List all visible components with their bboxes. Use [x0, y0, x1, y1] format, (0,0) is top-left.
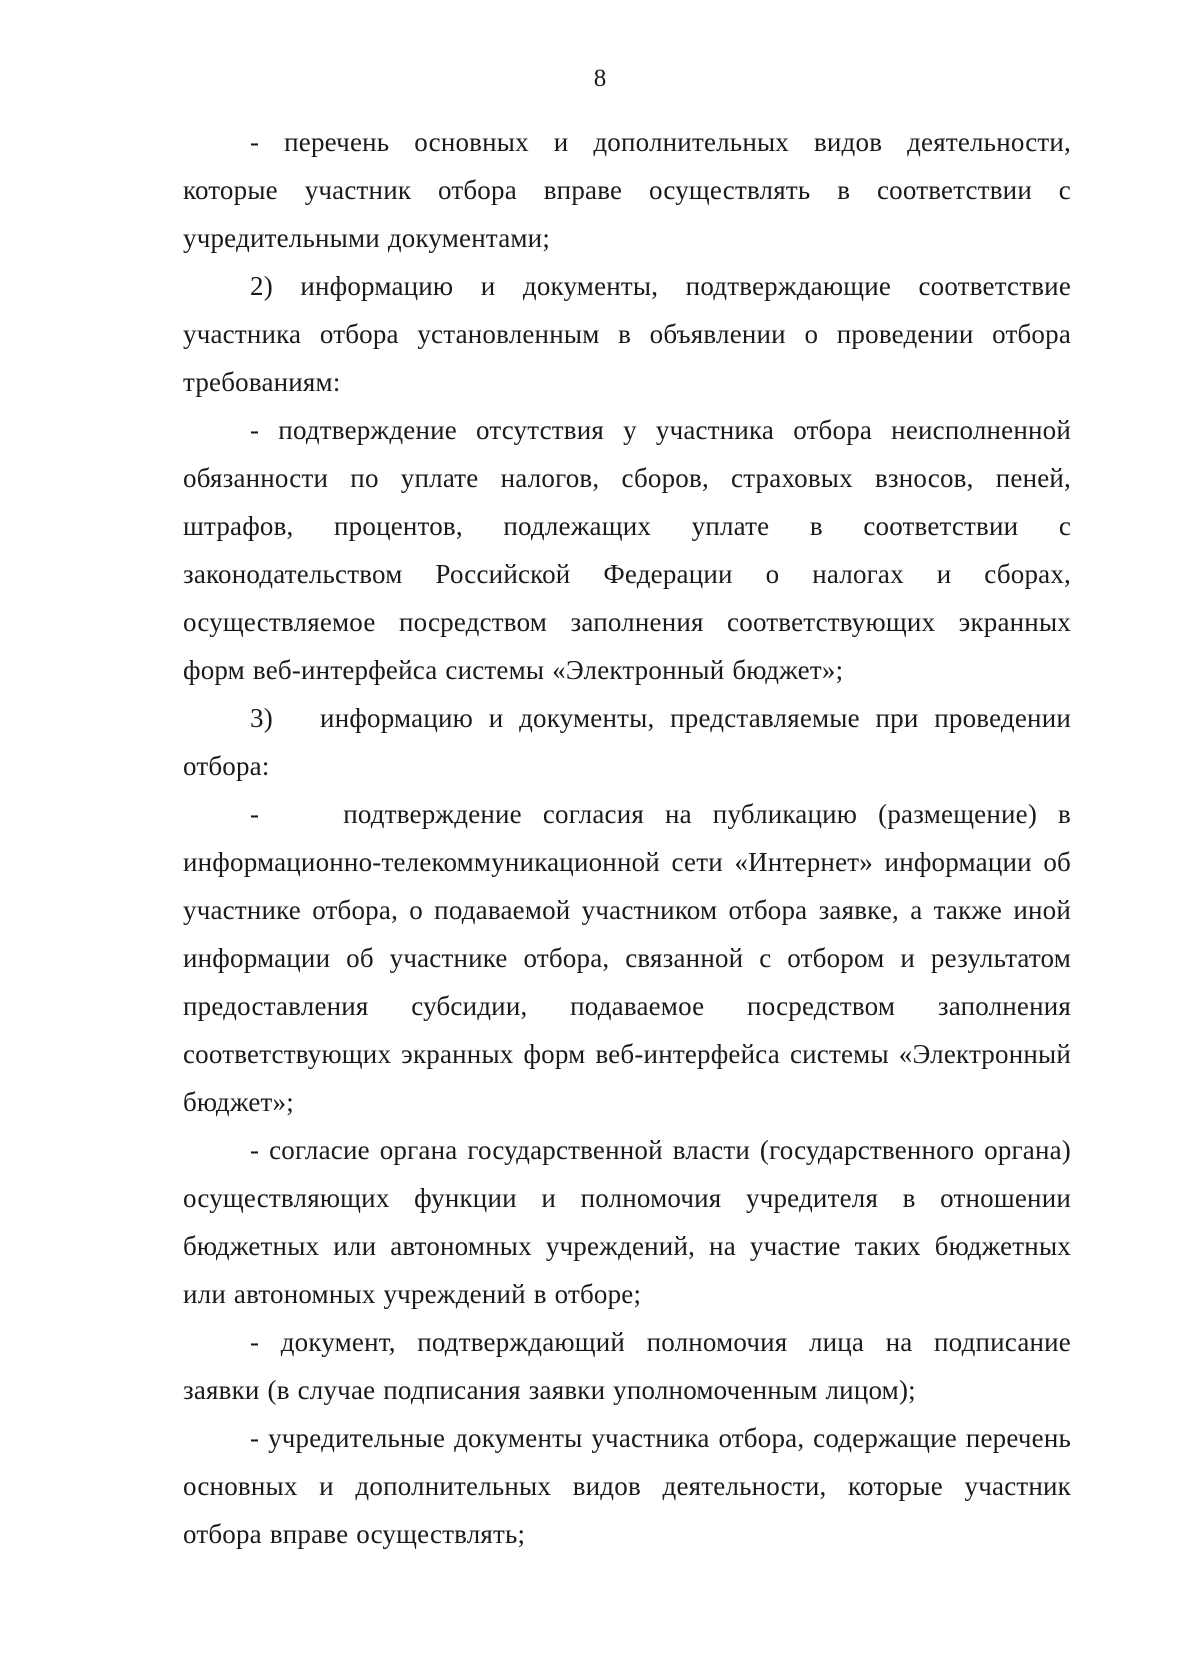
- paragraph-publication-consent: - подтверждение согласия на публикацию (размещение) в информационно-телекоммуникационной сети «Интернет» информации об участнике отбора, о подаваемой участником отбора заявке, а также иной информации об участнике отбора, связанной с отбором и результатом предоставления субсидии, подаваемое посредством заполнения соответствующих экранных форм веб-интерфейса системы «Электронный бюджет»;: [183, 799, 1071, 1117]
- document-body: [183, 118, 1071, 1558]
- paragraph-signatory-authority: - документ, подтверждающий полномочия лица на подписание заявки (в случае подписания заявки уполномоченным лицом);: [183, 1327, 1071, 1405]
- page-number: 8: [593, 65, 607, 92]
- paragraph-activities-list: - перечень основных и дополнительных видов деятельности, которые участник отбора вправе осуществлять в соответствии с учредительными документами;: [183, 127, 1071, 253]
- paragraph-constituent-documents: - учредительные документы участника отбора, содержащие перечень основных и дополнительных видов деятельности, которые участник отбора вправе осуществлять;: [183, 1423, 1071, 1549]
- paragraph-compliance-documents: 2) информацию и документы, подтверждающие соответствие участника отбора установленным в объявлении о проведении отбора требованиям:: [183, 271, 1071, 397]
- paragraph-founder-consent: - согласие органа государственной власти (государственного органа) осуществляющих функции и полномочия учредителя в отношении бюджетных или автономных учреждений, на участие таких бюджетных или автономных учреждений в отборе;: [183, 1135, 1071, 1309]
- paragraph-selection-documents: 3) информацию и документы, представляемые при проведении отбора:: [183, 703, 1071, 781]
- paragraph-tax-debt-confirmation: - подтверждение отсутствия у участника отбора неисполненной обязанности по уплате налогов, сборов, страховых взносов, пеней, штрафов, процентов, подлежащих уплате в соответствии с законодательством Российской Федерации о налогах и сборах, осуществляемое посредством заполнения соответствующих экранных форм веб-интерфейса системы «Электронный бюджет»;: [183, 415, 1071, 685]
